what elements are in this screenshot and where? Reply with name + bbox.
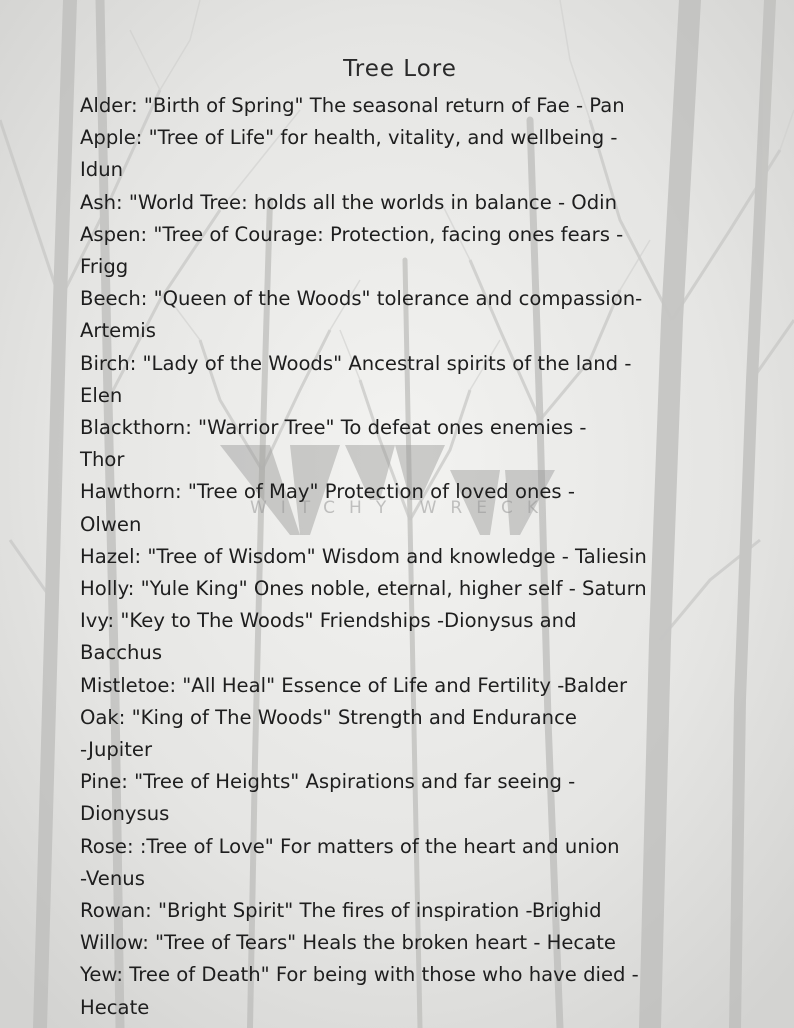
entry-line-continued: Dionysus bbox=[80, 802, 170, 826]
entry-line-continued: Bacchus bbox=[80, 641, 163, 665]
entry-line: Willow: "Tree of Tears" Heals the broken heart - Hecate bbox=[80, 931, 616, 955]
entry-hazel bbox=[80, 541, 720, 573]
entry-line-continued: Idun bbox=[80, 158, 124, 182]
entry-line: Ash: "World Tree: holds all the worlds in balance - Odin bbox=[80, 190, 617, 214]
entry-line: Beech: "Queen of the Woods" tolerance and compassion- bbox=[80, 287, 643, 311]
entry-line: Holly: "Yule King" Ones noble, eternal, higher self - Saturn bbox=[80, 577, 647, 601]
entry-hawthorn bbox=[80, 476, 720, 540]
entry-line-continued: Thor bbox=[80, 448, 125, 472]
entry-birch bbox=[80, 348, 720, 412]
entry-line-continued: Artemis bbox=[80, 319, 156, 343]
entry-mistletoe bbox=[80, 670, 720, 702]
entry-line: Aspen: "Tree of Courage: Protection, facing ones fears - bbox=[80, 222, 624, 246]
entry-line-continued: Hecate bbox=[80, 995, 150, 1019]
entry-line: Alder: "Birth of Spring" The seasonal return of Fae - Pan bbox=[80, 94, 625, 117]
entry-line-continued: Frigg bbox=[80, 255, 129, 279]
entry-alder bbox=[80, 90, 720, 122]
entry-oak bbox=[80, 702, 720, 766]
entry-line-continued: -Venus bbox=[80, 866, 145, 890]
entry-apple bbox=[80, 122, 720, 186]
entry-rowan bbox=[80, 895, 720, 927]
entry-line: Mistletoe: "All Heal" Essence of Life and Fertility -Balder bbox=[80, 673, 628, 697]
entry-line: Birch: "Lady of the Woods" Ancestral spirits of the land - bbox=[80, 351, 632, 375]
entry-line: Oak: "King of The Woods" Strength and Endurance bbox=[80, 705, 577, 729]
entry-willow bbox=[80, 927, 720, 959]
entry-pine bbox=[80, 766, 720, 830]
entry-line: Apple: "Tree of Life" for health, vitality, and wellbeing - bbox=[80, 126, 618, 150]
entry-line: Blackthorn: "Warrior Tree" To defeat ones enemies - bbox=[80, 416, 587, 440]
entry-line: Yew: Tree of Death" For being with those who have died - bbox=[80, 963, 639, 987]
entry-ivy bbox=[80, 605, 720, 669]
entry-line-continued: Elen bbox=[80, 383, 123, 407]
watermark-text: WITCHY WRECK bbox=[249, 498, 553, 518]
page-title: Tree Lore bbox=[343, 56, 457, 82]
entry-line: Hawthorn: "Tree of May" Protection of loved ones - bbox=[80, 480, 575, 504]
entry-blackthorn bbox=[80, 412, 720, 476]
entry-yew bbox=[80, 959, 720, 1023]
entry-beech bbox=[80, 283, 720, 347]
entry-line: Rowan: "Bright Spirit" The fires of inspiration -Brighid bbox=[80, 899, 602, 923]
entry-line: Ivy: "Key to The Woods" Friendships -Dionysus and bbox=[80, 609, 577, 633]
entry-aspen bbox=[80, 219, 720, 283]
entry-line-continued: -Jupiter bbox=[80, 738, 153, 762]
entry-line-continued: Olwen bbox=[80, 512, 142, 536]
tree-lore-document bbox=[80, 52, 720, 1024]
entry-holly bbox=[80, 573, 720, 605]
entry-line: Rose: :Tree of Love" For matters of the heart and union bbox=[80, 834, 620, 858]
entry-ash bbox=[80, 187, 720, 219]
entry-line: Pine: "Tree of Heights" Aspirations and far seeing - bbox=[80, 770, 576, 794]
entry-line: Hazel: "Tree of Wisdom" Wisdom and knowledge - Taliesin bbox=[80, 544, 647, 568]
entry-rose bbox=[80, 831, 720, 895]
